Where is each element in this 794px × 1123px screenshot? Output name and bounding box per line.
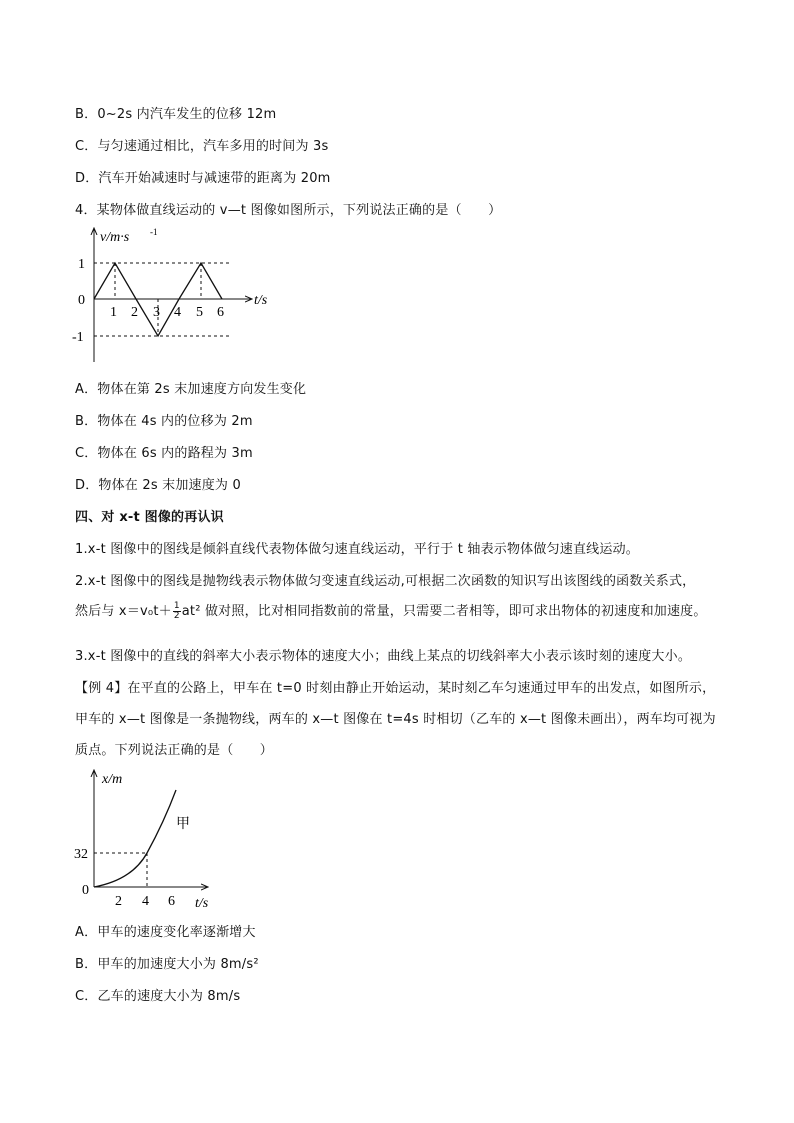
- example-4-option-c: C．乙车的速度大小为 8m/s: [75, 989, 241, 1004]
- q3-option-b: B．0~2s 内汽车发生的位移 12m: [75, 107, 277, 122]
- example-4-line3: 质点。下列说法正确的是（ ）: [75, 743, 274, 758]
- example-4-line1: 【例 4】在平直的公路上，甲车在 t=0 时刻由静止开始运动，某时刻乙车匀速通过甲车的出发点，如图所示，: [75, 681, 716, 696]
- vt-x-tick-3: 3: [153, 305, 160, 320]
- q4-option-a: A．物体在第 2s 末加速度方向发生变化: [75, 382, 307, 397]
- example-4-option-a: A．甲车的速度变化率逐渐增大: [75, 925, 256, 940]
- example-4-option-b: B．甲车的加速度大小为 8m/s²: [75, 957, 259, 972]
- fraction-one-half: $\frac{1}{2}$: [173, 601, 180, 621]
- section-4-p2-line2: [75, 600, 707, 621]
- q3-option-d: D．汽车开始减速时与减速带的距离为 20m: [75, 171, 331, 186]
- formula-suffix: at² 做对照，比对相同指数前的常量，只需要二者相等，即可求出物体的初速度和加速度。: [181, 604, 707, 619]
- xt-curve-label: 甲: [176, 817, 190, 832]
- vt-graph: [70, 222, 280, 367]
- section-4-p2-line1: 2.x-t 图像中的图线是抛物线表示物体做匀变速直线运动,可根据二次函数的知识写出该图线的函数关系式，: [75, 574, 696, 589]
- vt-y-label: v/m·s: [100, 230, 130, 245]
- xt-x-tick-0: 0: [82, 883, 89, 898]
- q4-option-c: C．物体在 6s 内的路程为 3m: [75, 446, 253, 461]
- xt-graph: [72, 762, 232, 912]
- q4-stem: 4．某物体做直线运动的 v—t 图像如图所示，下列说法正确的是（ ）: [75, 203, 502, 218]
- section-4-title: 四、对 x-t 图像的再认识: [75, 510, 224, 525]
- xt-x-tick-2: 2: [115, 894, 122, 909]
- section-4-p3: 3.x-t 图像中的直线的斜率大小表示物体的速度大小；曲线上某点的切线斜率大小表示该时刻的速度大小。: [75, 649, 692, 664]
- vt-y-tick-m1: -1: [72, 330, 84, 345]
- xt-y-label: x/m: [102, 772, 123, 787]
- vt-x-tick-4: 4: [174, 305, 181, 320]
- vt-y-tick-1: 1: [78, 257, 85, 272]
- vt-x-tick-5: 5: [196, 305, 203, 320]
- xt-x-tick-6: 6: [168, 894, 175, 909]
- q3-option-c: C．与匀速通过相比，汽车多用的时间为 3s: [75, 139, 329, 154]
- vt-x-tick-1: 1: [110, 305, 117, 320]
- vt-x-tick-2: 2: [131, 305, 138, 320]
- vt-x-label: t/s: [254, 293, 268, 308]
- vt-y-tick-0: 0: [78, 293, 85, 308]
- xt-parabola: [94, 790, 176, 887]
- xt-y-tick-32: 32: [74, 847, 88, 862]
- xt-x-label: t/s: [195, 896, 209, 911]
- vt-y-label-sup: -1: [150, 227, 158, 237]
- q4-option-d: D．物体在 2s 末加速度为 0: [75, 478, 241, 493]
- formula-prefix: 然后与 x＝v₀t＋: [75, 604, 172, 619]
- example-4-line2: 甲车的 x—t 图像是一条抛物线，两车的 x—t 图像在 t=4s 时相切（乙车的 x—t 图像未画出），两车均可视为: [75, 712, 716, 727]
- xt-x-tick-4: 4: [142, 894, 149, 909]
- q4-option-b: B．物体在 4s 内的位移为 2m: [75, 414, 253, 429]
- vt-x-tick-6: 6: [217, 305, 224, 320]
- section-4-p1: 1.x-t 图像中的图线是倾斜直线代表物体做匀速直线运动，平行于 t 轴表示物体做匀速直线运动。: [75, 542, 639, 557]
